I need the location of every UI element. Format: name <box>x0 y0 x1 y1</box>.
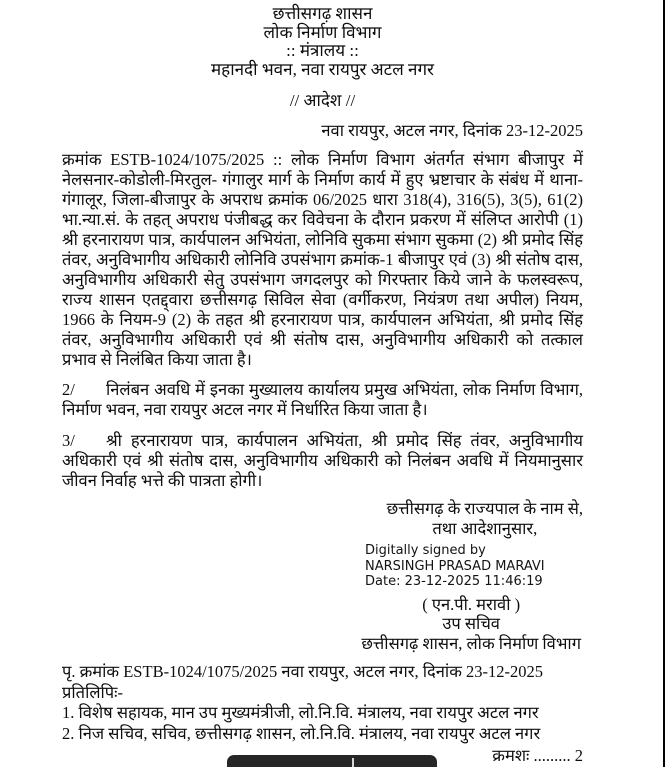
endorsement-line: पृ. क्रमांक ESTB-1024/1075/2025 नवा रायपुर, अटल नगर, दिनांक 23-12-2025 <box>62 662 543 681</box>
order-title: // आदेश // <box>289 91 356 110</box>
signature-as-ordered: तथा आदेशानुसार, <box>432 519 538 538</box>
paragraph-1: क्रमांक ESTB-1024/1075/2025 :: लोक निर्माण विभाग अंतर्गत संभाग बीजापुर में नेलसनार-कोडोली-मिरतुल- गंगालुर मार्ग के निर्माण कार्य में हुए भ्रष्टाचार के संबंध में थाना-गंगालूर, जिला-बीजापुर के अपराध क्रमांक 06/2025 धारा 318(4), 316(5), 3(5), 61(2) भा.न्या.सं. के तहत् अपराध पंजीबद्ध कर विवेचना के दौरान प्रकरण में संलिप्त आरोपी (1) श्री हरनारायण पात्र, कार्यपालन अभियंता, लोनिवि सुकमा संभाग सुकमा (2) श्री प्रमोद सिंह तंवर, अनुविभागीय अधिकारी लोनिवि उपसंभाग क्रमांक-1 बीजापुर एवं (3) श्री संतोष दास, अनुविभागीय अधिकारी सेतु उपसंभाग जगदलपुर को गिरफ्तार किये जाने के फलस्वरूप, राज्य शासन एतद्द्वारा छत्तीसगढ़ सिविल सेवा (वर्गीकरण, नियंत्रण तथा अपील) नियम, 1966 के नियम-9 (2) के तहत श्री हरनारायण पात्र, कार्यपालन अभियंता, श्री प्रमोद सिंह तंवर, अनुविभागीय अधिकारी एवं श्री संतोष दास, अनुविभागीय अधिकारी को तत्काल प्रभाव से निलंबित किया जाता है। <box>62 150 583 369</box>
paragraph-2 <box>62 380 583 420</box>
paragraph-3-number: 3/ <box>62 431 75 450</box>
paragraph-2-text: निलंबन अवधि में इनका मुख्यालय कार्यालय प्रमुख अभियंता, लोक निर्माण विभाग, निर्माण भवन, नवा रायपुर अटल नगर में निर्धारित किया जाता है। <box>62 380 583 419</box>
page-bottom-bar <box>227 755 437 767</box>
document-header <box>62 0 583 79</box>
paragraph-3-text: श्री हरनारायण पात्र, कार्यपालन अभियंता, श्री प्रमोद सिंह तंवर, अनुविभागीय अधिकारी एवं श्री संतोष दास, अनुविभागीय अधिकारी को निलंबन अवधि में नियमानुसार जीवन निर्वाह भत्ते की पात्रता होगी। <box>62 431 583 490</box>
copy-recipient-1: 1. विशेष सहायक, मान उप मुख्यमंत्रीजी, लो.नि.वि. मंत्रालय, नवा रायपुर अटल नगर <box>62 703 539 722</box>
header-address: महानदी भवन, नवा रायपुर अटल नगर <box>211 59 434 79</box>
signatory-name: ( एन.पी. मरावी ) <box>422 594 521 614</box>
signatory-block <box>62 595 583 654</box>
continuation-marker: क्रमशः ......... 2 <box>492 746 583 765</box>
page-right-edge-line <box>663 0 665 767</box>
signature-on-behalf: छत्तीसगढ़ के राज्यपाल के नाम से, <box>386 499 583 518</box>
place-date-line: नवा रायपुर, अटल नगर, दिनांक 23-12-2025 <box>321 121 583 140</box>
header-ministry: :: मंत्रालय :: <box>286 41 359 60</box>
digital-signature-line1: Digitally signed by <box>365 543 486 558</box>
header-department: लोक निर्माण विभाग <box>263 22 382 42</box>
signature-authority-block <box>62 499 583 539</box>
copy-recipient-2: 2. निज सचिव, सचिव, छत्तीसगढ़ शासन, लो.नि.वि. मंत्रालय, नवा रायपुर अटल नगर <box>62 723 541 743</box>
document-content <box>62 0 583 766</box>
copy-label: प्रतिलिपिः- <box>62 682 124 702</box>
page-bottom-bar-divider <box>352 758 354 767</box>
signatory-office: छत्तीसगढ़ शासन, लोक निर्माण विभाग <box>361 633 581 653</box>
digital-signature-date: Date: 23-12-2025 11:46:19 <box>365 574 543 589</box>
digital-signature-signer: NARSINGH PRASAD MARAVI <box>365 558 545 574</box>
header-government: छत्तीसगढ़ शासन <box>272 4 373 23</box>
paragraph-2-number: 2/ <box>62 380 75 399</box>
digital-signature-block <box>365 543 583 590</box>
signatory-designation: उप सचिव <box>442 614 500 633</box>
paragraph-3 <box>62 431 583 491</box>
